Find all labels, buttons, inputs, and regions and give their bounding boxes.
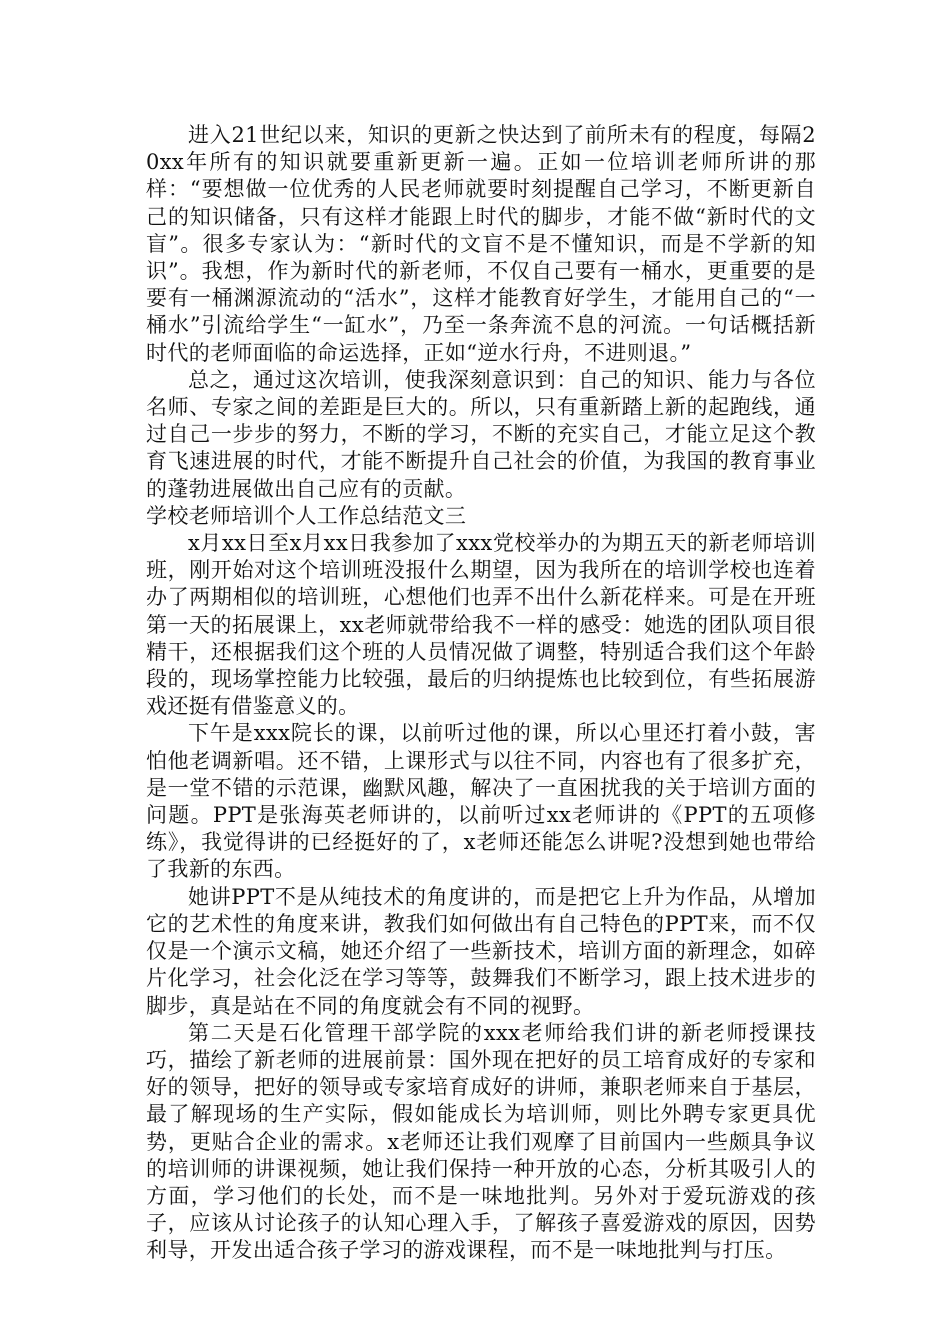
section-heading: 学校老师培训个人工作总结范文三 [146, 503, 467, 528]
paragraph-knowledge-update: 进入21世纪以来，知识的更新之快达到了前所未有的程度，每隔20xx年所有的知识就要重新更新一遍。正如一位培训老师所讲的那样：“要想做一位优秀的人民老师就要时刻提醒自己学习，不断更新自己的知识储备，只有这样才能跟上时代的脚步，才能不做“新时代的文盲”。很多专家认为：“新时代的文盲不是不懂知识，而是不学新的知识”。我想，作为新时代的新老师，不仅自己要有一桶水，更重要的是要有一桶渊源流动的“活水”，这样才能教育好学生，才能用自己的“一桶水”引流给学生“一缸水”，乃至一条奔流不息的河流。一句话概括新时代的老师面临的命运选择，正如“逆水行舟，不进则退。” [146, 123, 816, 365]
paragraph-second-day: 第二天是石化管理干部学院的xxx老师给我们讲的新老师授课技巧，描绘了新老师的进展前景：国外现在把好的员工培育成好的专家和好的领导，把好的领导或专家培育成好的讲师，兼职老师来自于基层，最了解现场的生产实际，假如能成长为培训师，则比外聘专家更具优势，更贴合企业的需求。x老师还让我们观摩了目前国内一些颇具争议的培训师的讲课视频，她让我们保持一种开放的心态，分析其吸引人的方面，学习他们的长处，而不是一味地批判。另外对于爱玩游戏的孩子，应该从讨论孩子的认知心理入手，了解孩子喜爱游戏的原因，因势利导，开发出适合孩子学习的游戏课程，而不是一味地批判与打压。 [146, 1020, 816, 1263]
paragraph-ppt-lecture: 她讲PPT不是从纯技术的角度讲的，而是把它上升为作品，从增加它的艺术性的角度来讲，教我们如何做出有自己特色的PPT来，而不仅仅是一个演示文稿，她还介绍了一些新技术，培训方面的新理念，如碎片化学习，社会化泛在学习等等，鼓舞我们不断学习，跟上技术进步的脚步，真是站在不同的角度就会有不同的视野。 [146, 884, 816, 1018]
document-body [146, 122, 816, 1265]
paragraph-training-intro: x月xx日至x月xx日我参加了xxx党校举办的为期五天的新老师培训班，刚开始对这个培训班没报什么期望，因为我所在的培训学校也连着办了两期相似的培训班，心想他们也弄不出什么新花样来。可是在开班第一天的拓展课上，xx老师就带给我不一样的感受：她选的团队项目很精干，还根据我们这个班的人员情况做了调整，特别适合我们这个年龄段的，现场掌控能力比较强，最后的归纳提炼也比较到位，有些拓展游戏还挺有借鉴意义的。 [146, 531, 816, 719]
paragraph-summary: 总之，通过这次培训，使我深刻意识到：自己的知识、能力与各位名师、专家之间的差距是巨大的。所以，只有重新踏上新的起跑线，通过自己一步步的努力，不断的学习，不断的充实自己，才能立足这个教育飞速进展的时代，才能不断提升自己社会的价值，为我国的教育事业的蓬勃进展做出自己应有的贡献。 [146, 367, 816, 501]
paragraph-afternoon-class: 下午是xxx院长的课，以前听过他的课，所以心里还打着小鼓，害怕他老调新唱。还不错，上课形式与以往不同，内容也有了很多扩充，是一堂不错的示范课，幽默风趣，解决了一直困扰我的关于培训方面的问题。PPT是张海英老师讲的，以前听过xx老师讲的《PPT的五项修练》，我觉得讲的已经挺好的了，x老师还能怎么讲呢?没想到她也带给了我新的东西。 [146, 721, 816, 882]
